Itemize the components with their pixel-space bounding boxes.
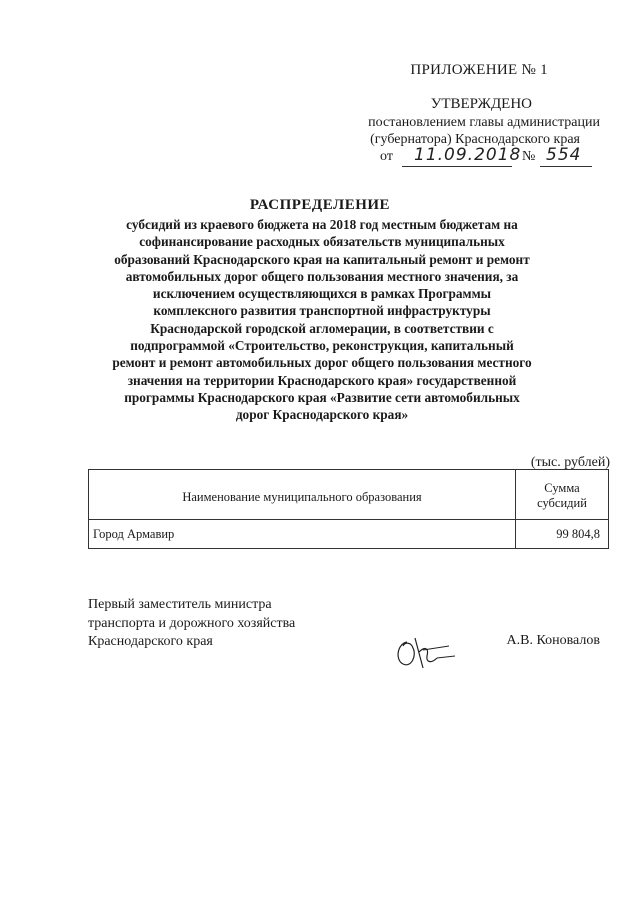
table-row xyxy=(89,520,609,549)
approved-by-line1: постановлением главы администрации xyxy=(368,115,600,130)
cell-municipality: Город Армавир xyxy=(89,520,516,549)
date-number-line xyxy=(380,145,600,171)
appendix-label: ПРИЛОЖЕНИЕ № 1 xyxy=(410,62,548,78)
table-header-row xyxy=(89,470,609,520)
column-header-name: Наименование муниципального образования xyxy=(89,470,516,520)
signer-position-line3: Краснодарского края xyxy=(88,634,213,649)
subsidies-table xyxy=(88,469,609,549)
cell-sum: 99 804,8 xyxy=(516,520,609,549)
column-header-sum xyxy=(516,470,609,520)
document-subtitle: субсидий из краевого бюджета на 2018 год местным бюджетам на софинансирование расходных обязательств муниципальных образований Краснодарского края на капитальный ремонт и ремонт автомобильных дорог общего пользования местного значения, за исключением осуществляющихся в рамках Программы комплексного развития транспортной инфраструктуры Краснодарской городской агломерации, в соответствии с подпрограммой «Строительство, реконструкция, капитальный ремонт и ремонт автомобильных дорог общего пользования местного значения на территории Краснодарского края» государственной программы Краснодарского края «Развитие сети автомобильных дорог Краснодарского края» xyxy=(112,217,532,423)
column-header-sum-line1: Сумма xyxy=(544,481,580,495)
document-title: РАСПРЕДЕЛЕНИЕ xyxy=(249,197,391,213)
date-value: 11.09.2018 xyxy=(414,145,522,165)
signer-position-line1: Первый заместитель министра xyxy=(88,597,272,612)
table-units: (тыс. рублей) xyxy=(530,455,610,470)
signer-position-line2: транспорта и дорожного хозяйства xyxy=(88,615,296,631)
date-underline xyxy=(402,166,512,167)
number-value: 554 xyxy=(546,145,582,165)
signer-position xyxy=(88,596,295,652)
approved-by-line2: (губернатора) Краснодарского края xyxy=(370,132,580,147)
number-prefix: № xyxy=(522,149,536,164)
signer-name: А.В. Коновалов xyxy=(506,633,600,648)
date-prefix: от xyxy=(380,149,393,164)
column-header-sum-line2: субсидий xyxy=(537,496,587,510)
handwritten-signature xyxy=(393,628,463,676)
number-underline xyxy=(540,166,592,167)
approved-label: УТВЕРЖДЕНО xyxy=(430,96,532,112)
